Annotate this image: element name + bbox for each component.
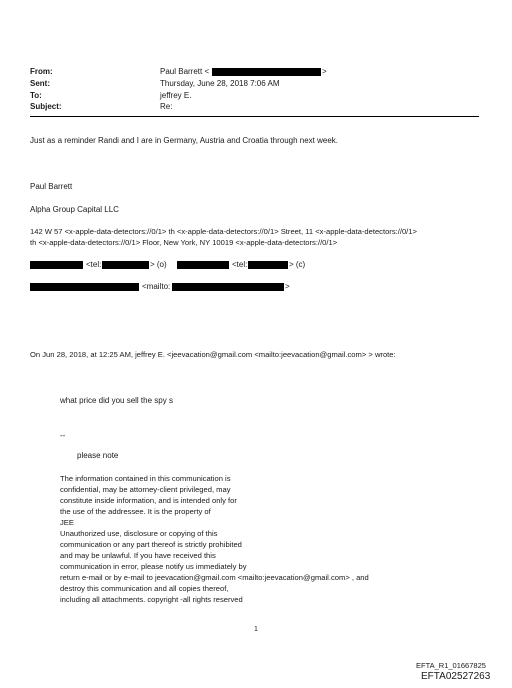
quote-header: On Jun 28, 2018, at 12:25 AM, jeffrey E. <jeevacation@gmail.com <mailto:jeevacation@gmail.com> > wrote: bbox=[30, 350, 396, 359]
header-divider bbox=[30, 116, 479, 117]
tel-office-end: > (o) bbox=[150, 260, 167, 269]
subject-label: Subject: bbox=[30, 102, 62, 111]
to-label: To: bbox=[30, 91, 42, 100]
to-value: jeffrey E. bbox=[160, 91, 192, 100]
signature-address-line-1: 142 W 57 <x-apple-data-detectors://0/1> th <x-apple-data-detectors://0/1> Street, 11 <x-apple-data-detectors://0/1> bbox=[30, 227, 417, 236]
disclaimer-line: and may be unlawful. If you have received this bbox=[60, 551, 216, 560]
please-note: please note bbox=[77, 451, 119, 460]
mailto-label: <mailto: bbox=[142, 282, 171, 291]
mailto-end: > bbox=[285, 282, 290, 291]
disclaimer-line: Unauthorized use, disclosure or copying of this bbox=[60, 529, 218, 538]
redaction-email-prefix bbox=[30, 283, 139, 291]
tel-office-label: <tel: bbox=[86, 260, 102, 269]
disclaimer-line: destroy this communication and all copies thereof, bbox=[60, 584, 229, 593]
redaction-phone-mid bbox=[177, 261, 229, 269]
from-value: Paul Barrett < bbox=[160, 67, 210, 76]
disclaimer-line: JEE bbox=[60, 518, 74, 527]
quoted-question: what price did you sell the spy s bbox=[60, 396, 173, 405]
bates-number-1: EFTA_R1_01667825 bbox=[416, 661, 486, 670]
disclaimer-line: The information contained in this communication is bbox=[60, 474, 231, 483]
signature-name: Paul Barrett bbox=[30, 182, 73, 191]
from-end: > bbox=[322, 67, 327, 76]
disclaimer-line: return e-mail or by e-mail to jeevacation@gmail.com <mailto:jeevacation@gmail.com> , and bbox=[60, 573, 369, 582]
signature-address-line-2: th <x-apple-data-detectors://0/1> Floor, New York, NY 10019 <x-apple-data-detectors://0/1> bbox=[30, 238, 338, 247]
signature-company: Alpha Group Capital LLC bbox=[30, 205, 119, 214]
redaction-from-email bbox=[212, 68, 321, 76]
disclaimer-line: including all attachments. copyright -all rights reserved bbox=[60, 595, 243, 604]
tel-cell-label: <tel: bbox=[232, 260, 248, 269]
redaction-phone-cell bbox=[248, 261, 288, 269]
disclaimer-line: the use of the addressee. It is the property of bbox=[60, 507, 211, 516]
dash-separator: -- bbox=[60, 431, 66, 440]
disclaimer-line: confidential, may be attorney-client privileged, may bbox=[60, 485, 231, 494]
subject-value: Re: bbox=[160, 102, 173, 111]
sent-value: Thursday, June 28, 2018 7:06 AM bbox=[160, 79, 280, 88]
bates-number-2: EFTA02527263 bbox=[421, 671, 491, 682]
disclaimer-line: constitute inside information, and is intended only for bbox=[60, 496, 237, 505]
redaction-phone-office bbox=[102, 261, 149, 269]
from-label: From: bbox=[30, 67, 53, 76]
disclaimer-line: communication or any part thereof is strictly prohibited bbox=[60, 540, 242, 549]
tel-cell-end: > (c) bbox=[289, 260, 306, 269]
redaction-email bbox=[172, 283, 284, 291]
disclaimer-line: communication in error, please notify us immediately by bbox=[60, 562, 247, 571]
sent-label: Sent: bbox=[30, 79, 50, 88]
redaction-phone-prefix bbox=[30, 261, 83, 269]
reminder-text: Just as a reminder Randi and I are in Germany, Austria and Croatia through next week. bbox=[30, 136, 339, 145]
page-number: 1 bbox=[254, 626, 258, 633]
